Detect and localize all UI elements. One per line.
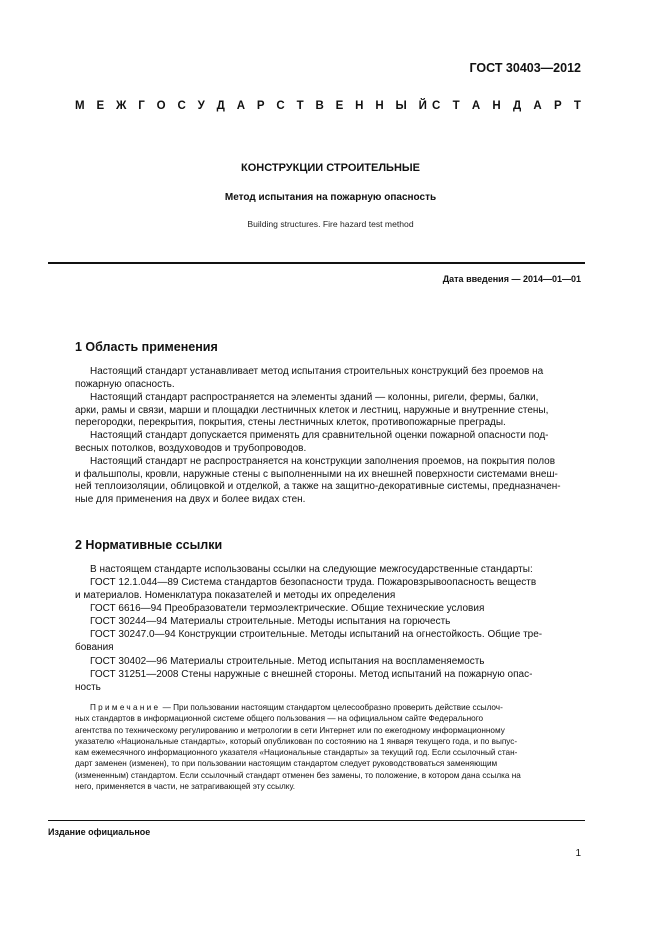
note-line-text: — При пользовании настоящим стандартом целесообразно проверить действие ссылоч- — [162, 703, 503, 712]
banner-letter: С — [177, 100, 186, 112]
text-line: Настоящий стандарт распространяется на элементы зданий — колонны, ригели, фермы, балки, — [90, 392, 539, 403]
banner-letter: Е — [335, 100, 344, 112]
text-line: и фальшполы, кровли, наружные стены с выполненными на их внешней поверхности системами внеш- — [75, 468, 558, 480]
banner-letter: У — [197, 100, 205, 112]
banner-letter: А — [533, 100, 542, 112]
banner-letter: Р — [553, 100, 562, 112]
note-line — [75, 702, 583, 713]
reference-note — [75, 702, 583, 792]
banner-letter: Н — [355, 100, 364, 112]
normative-reference — [75, 629, 583, 654]
section-1-paragraph — [75, 456, 583, 506]
normative-reference — [75, 577, 583, 602]
note-line: дарт заменен (изменен), то при пользовании настоящим стандартом следует руководствоваться заменяющим — [75, 759, 498, 769]
normative-reference — [75, 603, 583, 616]
banner-letter: Е — [96, 100, 105, 112]
banner-letter: Й — [418, 100, 427, 112]
text-line: пожарную опасность. — [75, 378, 175, 390]
text-line: ГОСТ 30244—94 Материалы строительные. Методы испытания на горючесть — [90, 616, 451, 627]
document-code: ГОСТ 30403—2012 — [469, 61, 581, 75]
text-line: бования — [75, 641, 114, 653]
normative-reference — [75, 669, 583, 694]
banner-letter: С — [276, 100, 285, 112]
section-1-paragraph — [75, 430, 583, 455]
standard-banner — [75, 100, 581, 112]
document-english-title: Building structures. Fire hazard test method — [247, 219, 414, 229]
normative-reference — [75, 616, 583, 629]
header-rule — [48, 262, 585, 264]
banner-letter: Т — [573, 100, 581, 112]
banner-letter: Н — [492, 100, 501, 112]
text-line: и материалов. Номенклатура показателей и методы их определения — [75, 589, 396, 601]
text-line: ГОСТ 30247.0—94 Конструкции строительные. Методы испытаний на огнестойкость. Общие тре- — [90, 629, 543, 640]
text-line: Настоящий стандарт не распространяется на конструкции заполнения проемов, на покрытия полов — [90, 456, 556, 467]
note-line: ных стандартов в информационной системе общего пользования — на официальном сайте Федерального — [75, 714, 484, 724]
banner-letter: А — [471, 100, 481, 112]
note-line: агентства по техническому регулированию и метрологии в сети Интернет или по ежегодному информационному — [75, 725, 505, 735]
text-line: весных потолков, воздуховодов и трубопроводов. — [75, 442, 307, 454]
banner-letter: Т — [452, 100, 460, 112]
banner-letter: С — [432, 100, 441, 112]
section-2-paragraph — [75, 564, 583, 577]
section-2-heading: 2 Нормативные ссылки — [75, 538, 223, 552]
text-line: арки, рамы и связи, марши и площадки лестничных клеток и лестниц, наружные и внутренние стены, — [75, 404, 549, 416]
text-line: Настоящий стандарт устанавливает метод испытания строительных конструкций без проемов на — [90, 366, 544, 377]
note-label: Примечание — [90, 703, 161, 712]
text-line: ГОСТ 30402—96 Материалы строительные. Метод испытания на воспламеняемость — [90, 656, 485, 667]
banner-letter: Д — [216, 100, 225, 112]
text-line: ГОСТ 6616—94 Преобразователи термоэлектрические. Общие технические условия — [90, 603, 485, 614]
banner-letter: В — [315, 100, 324, 112]
official-edition-label: Издание официальное — [48, 827, 151, 837]
note-line: указателю «Национальные стандарты», который опубликован по состоянию на 1 января текущего года, и по выпус- — [75, 736, 518, 746]
page-number: 1 — [575, 848, 581, 859]
banner-letter: Р — [256, 100, 265, 112]
normative-reference — [75, 656, 583, 669]
text-line: ГОСТ 12.1.044—89 Система стандартов безопасности труда. Пожаровзрывоопасность веществ — [90, 577, 537, 588]
banner-letter: О — [156, 100, 166, 112]
banner-letter: Т — [296, 100, 304, 112]
banner-letter: Ж — [115, 100, 127, 112]
text-line: Настоящий стандарт допускается применять для сравнительной оценки пожарной опасности под- — [90, 430, 549, 441]
banner-letter: А — [236, 100, 246, 112]
banner-letter: Г — [138, 100, 145, 112]
text-line: ные для применения на двух и более видах стен. — [75, 493, 306, 505]
text-line: перегородки, перекрытия, покрытия, стены лестничных клеток, противопожарные преграды. — [75, 417, 506, 429]
document-subtitle: Метод испытания на пожарную опасность — [224, 192, 437, 203]
text-line: ГОСТ 31251—2008 Стены наружные с внешней стороны. Метод испытаний на пожарную опас- — [90, 669, 533, 680]
note-line: него, применяется в части, не затрагивающей эту ссылку. — [75, 782, 296, 792]
footer-rule — [48, 820, 585, 821]
section-1-paragraph — [75, 366, 583, 391]
section-1-paragraph — [75, 392, 583, 430]
text-line: ней теплоизоляции, облицовкой и отделкой, а также на защитно-декоративные системы, предназначен- — [75, 481, 561, 493]
banner-letter: Д — [512, 100, 522, 112]
note-line: (измененным) стандартом. Если ссылочный стандарт отменен без замены, то положение, в котором дана ссылка на — [75, 770, 521, 780]
banner-letter: М — [75, 100, 85, 112]
banner-letter: Ы — [395, 100, 407, 112]
text-line: ность — [75, 681, 101, 693]
banner-word-standard — [432, 100, 581, 112]
introduction-date: Дата введения — 2014—01—01 — [442, 274, 581, 284]
note-line: кам ежемесячного информационного указателя «Национальные стандарты» за текущий год. Если ссылочный стан- — [75, 748, 518, 758]
banner-word-interstate — [75, 100, 427, 112]
document-title: КОНСТРУКЦИИ СТРОИТЕЛЬНЫЕ — [240, 162, 421, 174]
section-1-heading: 1 Область применения — [75, 340, 218, 354]
text-line: В настоящем стандарте использованы ссылки на следующие межгосударственные стандарты: — [90, 564, 533, 575]
banner-letter: Н — [375, 100, 384, 112]
